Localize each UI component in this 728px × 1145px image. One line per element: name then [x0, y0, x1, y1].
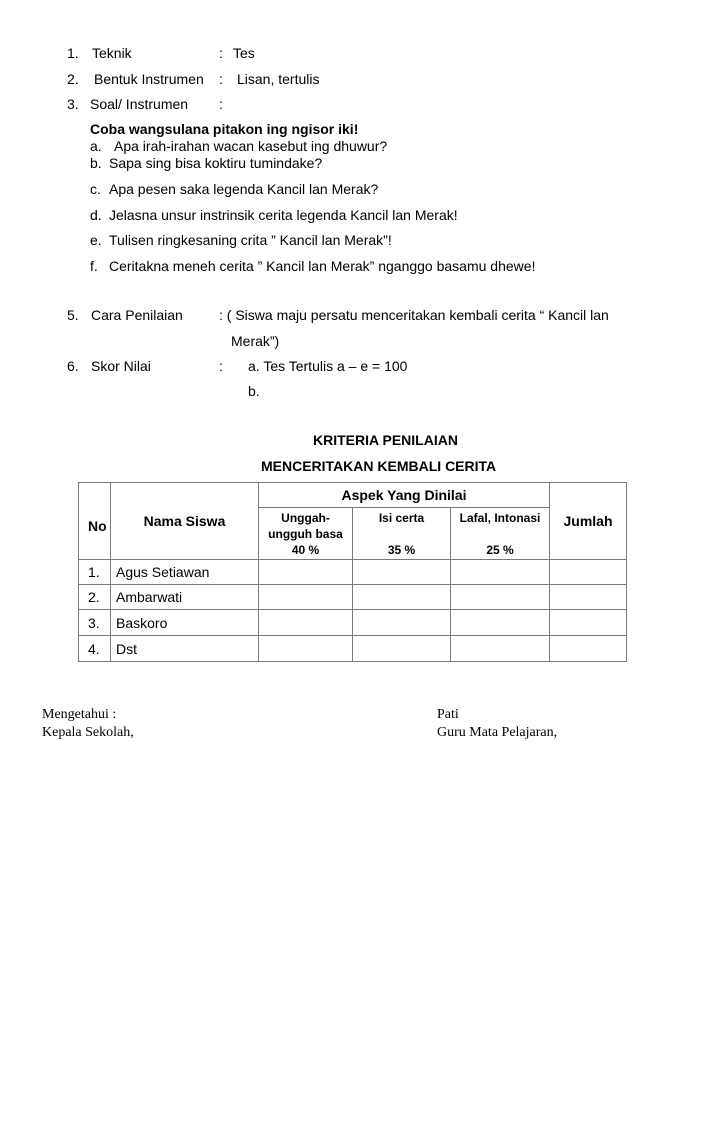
- question-letter: e.: [90, 232, 102, 248]
- row-name: Ambarwati: [111, 585, 259, 610]
- header-total: Jumlah: [550, 483, 627, 560]
- header-aspect-content: [353, 508, 451, 560]
- item-1-label: Teknik: [92, 45, 132, 61]
- header-aspek: Aspek Yang Dinilai: [259, 483, 550, 508]
- score-cell: [259, 585, 353, 610]
- score-cell: [259, 636, 353, 662]
- aspect-manners-line1: Unggah-: [281, 510, 330, 525]
- row-name: Baskoro: [111, 610, 259, 636]
- score-cell: [451, 560, 550, 585]
- signature-left-line2: Kepala Sekolah,: [42, 725, 134, 740]
- score-cell: [451, 610, 550, 636]
- item-5-number: 5.: [67, 307, 79, 323]
- score-cell: [451, 636, 550, 662]
- criteria-subtitle: MENCERITAKAN KEMBALI CERITA: [261, 458, 497, 474]
- table-row: [79, 610, 627, 636]
- header-aspect-manners: [259, 508, 353, 560]
- item-2-label: Bentuk Instrumen: [94, 71, 204, 87]
- score-cell: [353, 610, 451, 636]
- aspect-manners-percent: 40 %: [291, 542, 320, 557]
- table-row: [79, 636, 627, 662]
- table-row: [79, 560, 627, 585]
- item-1-separator: :: [219, 45, 223, 61]
- item-6-label: Skor Nilai: [91, 358, 151, 374]
- item-2-value: Lisan, tertulis: [237, 71, 320, 87]
- signature-right-line2: Guru Mata Pelajaran,: [437, 725, 558, 740]
- item-1-number: 1.: [67, 45, 79, 61]
- question-letter: b.: [90, 155, 102, 171]
- question-text: Apa pesen saka legenda Kancil lan Merak?: [109, 181, 379, 197]
- table-row: [79, 585, 627, 610]
- score-cell: [259, 610, 353, 636]
- score-cell: [259, 560, 353, 585]
- question-text: Tulisen ringkesaning crita ” Kancil lan Merak”!: [109, 232, 392, 248]
- score-cell: [353, 636, 451, 662]
- questions-intro: Coba wangsulana pitakon ing ngisor iki!: [90, 121, 359, 137]
- aspect-intonation-label: Lafal, Intonasi: [459, 510, 541, 525]
- question-letter: d.: [90, 207, 102, 223]
- row-no: 3.: [79, 610, 111, 636]
- item-6-value-b: b.: [248, 383, 260, 399]
- aspect-content-percent: 35 %: [387, 542, 416, 557]
- item-3-separator: :: [219, 96, 223, 112]
- header-no: No: [79, 483, 111, 560]
- question-letter: f.: [90, 258, 98, 274]
- total-cell: [550, 610, 627, 636]
- row-no: 2.: [79, 585, 111, 610]
- row-no: 4.: [79, 636, 111, 662]
- table-header-row: [79, 483, 627, 508]
- aspect-content-label: Isi certa: [378, 510, 425, 525]
- score-cell: [353, 560, 451, 585]
- score-cell: [451, 585, 550, 610]
- aspect-manners-line2: ungguh basa: [268, 526, 343, 541]
- item-3-label: Soal/ Instrumen: [90, 96, 189, 112]
- criteria-title: KRITERIA PENILAIAN: [313, 432, 458, 448]
- question-text: Jelasna unsur instrinsik cerita legenda Kancil lan Merak!: [109, 207, 458, 223]
- question-letter: a.: [90, 138, 102, 154]
- item-2-number: 2.: [67, 71, 79, 87]
- item-1-value: Tes: [233, 45, 255, 61]
- question-text: Sapa sing bisa koktiru tumindake?: [109, 155, 323, 171]
- row-name: Dst: [111, 636, 259, 662]
- header-aspect-intonation: [451, 508, 550, 560]
- total-cell: [550, 636, 627, 662]
- item-6-number: 6.: [67, 358, 79, 374]
- question-letter: c.: [90, 181, 101, 197]
- item-3-number: 3.: [67, 96, 79, 112]
- item-5-value-line1: : ( Siswa maju persatu menceritakan kembali cerita “ Kancil lan: [219, 307, 609, 323]
- item-2-separator: :: [219, 71, 223, 87]
- question-text: Apa irah-irahan wacan kasebut ing dhuwur?: [114, 138, 388, 154]
- signature-left-line1: Mengetahui :: [42, 707, 117, 722]
- question-text: Ceritakna meneh cerita ” Kancil lan Merak” nganggo basamu dhewe!: [109, 258, 536, 274]
- assessment-table: [78, 482, 627, 662]
- aspect-intonation-percent: 25 %: [486, 542, 514, 557]
- total-cell: [550, 560, 627, 585]
- item-6-separator: :: [219, 358, 223, 374]
- item-5-value-line2: Merak”): [231, 333, 280, 349]
- row-name: Agus Setiawan: [111, 560, 259, 585]
- item-6-value-a: a. Tes Tertulis a – e = 100: [248, 358, 408, 374]
- score-cell: [353, 585, 451, 610]
- row-no: 1.: [79, 560, 111, 585]
- header-name: Nama Siswa: [111, 483, 259, 560]
- total-cell: [550, 585, 627, 610]
- signature-right-line1: Pati: [437, 707, 459, 722]
- item-5-label: Cara Penilaian: [91, 307, 183, 323]
